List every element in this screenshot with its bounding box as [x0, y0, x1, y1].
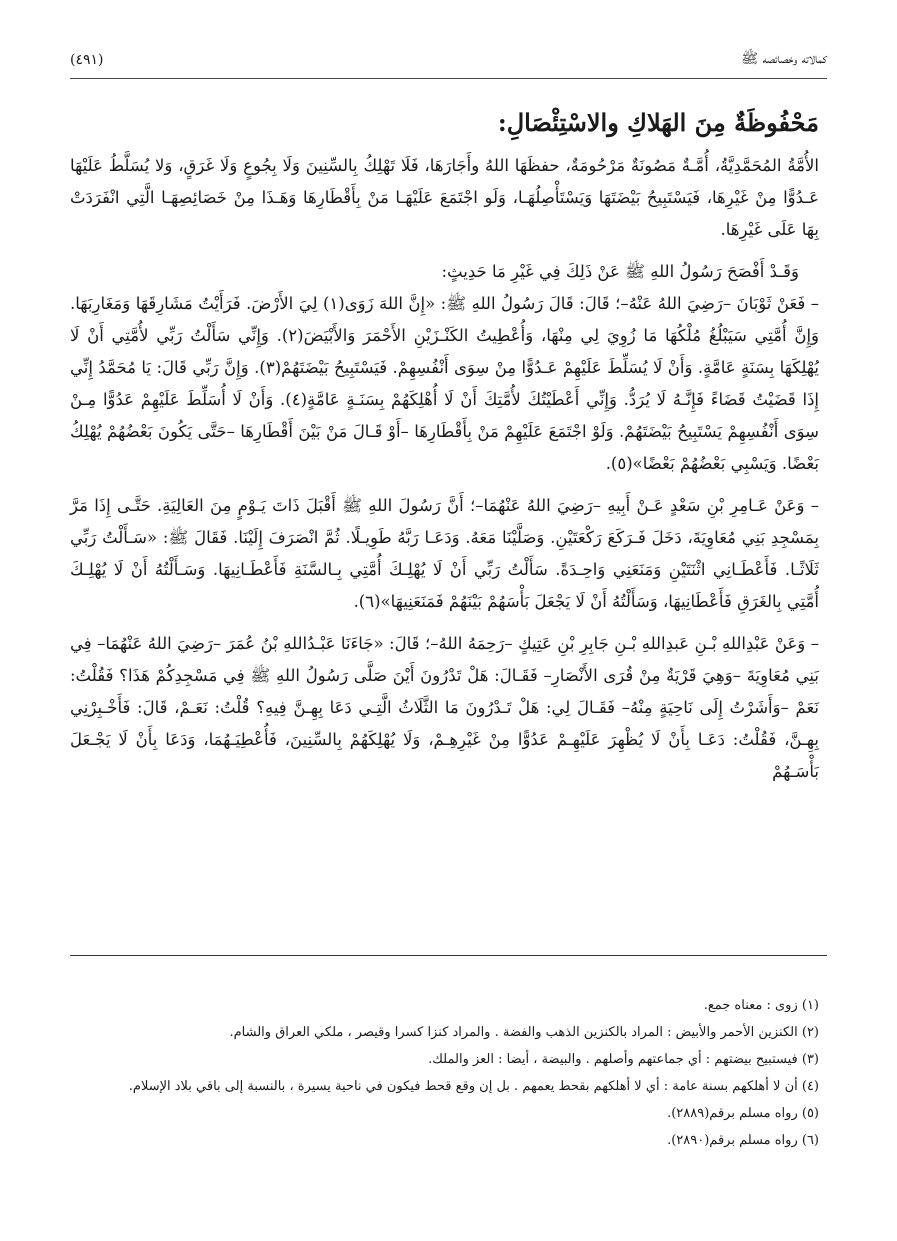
header-divider — [70, 78, 827, 79]
footnotes — [70, 992, 819, 1154]
footnote-3: (٣) فيستبيح بيضتهم : أي جماعتهم وأصلهم . والبيضة ، أيضا : العز والملك. — [428, 1052, 819, 1067]
page-number: (٤٩١) — [70, 52, 104, 68]
running-title: كمالاته وخصائصه ﷺ — [741, 51, 827, 67]
footnote-6: (٦) رواه مسلم برقم(٢٨٩٠). — [667, 1133, 819, 1148]
footnote-4: (٤) أن لا أهلكهم بسنة عامة : أي لا أهلكهم بقحط يعمهم . بل إن وقع قحط فيكون في ناحية يسيرة ، بالنسبة إلى باقي بلاد الإسلام. — [128, 1079, 819, 1094]
hadith-amir-ibn-saad: – وَعَنْ عَـامِرِ بْنِ سَعْدٍ عَـنْ أَبِيهِ –رَضِيَ اللهُ عَنْهُمَا–؛ أَنَّ رَسُولَ اللهِ ﷺ أَقْبَلَ ذَاتَ يَـوْمٍ مِنَ العَالِيَةِ. حَتَّـى إِذَا مَرَّ بِمَسْجِدِ بَنِي مُعَاوِيَةَ، دَخَلَ فَـرَكَعَ رَكْعَتَيْنِ. وَصَلَّيْنَا مَعَهُ. وَدَعَـا رَبَّهُ طَوِيـلًا. ثُمَّ انْصَرَفَ إِلَيْنَا. فَقَالَ ﷺ: «سَـأَلْتُ رَبِّي ثَلَاثًـا. فَأَعْطَـانِي اثْنَتَيْنِ وَمَنَعَنِي وَاحِـدَةً. سَأَلْتُ رَبِّي أَنْ لَا يُهْلِـكَ أُمَّتِي بِـالسَّنَةِ فَأَعْطَـانِيهَا. وَسَـأَلْتُهُ أَنْ لَا يُهْلِـكَ أُمَّتِي بِالغَرَقِ فَأَعْطَانِيهَا، وَسَأَلْتُهُ أَنْ لَا يَجْعَلَ بَأْسَهُمْ بَيْنَهُمْ فَمَنَعَنِيهَا»(٦). — [70, 496, 819, 611]
footnote-1: (١) زوى : معناه جمع. — [703, 998, 819, 1013]
transition-paragraph: وَقَـدْ أَفْصَحَ رَسُولُ اللهِ ﷺ عَنْ ذَلِكَ فِي غَيْرِ مَا حَدِيثٍ: — [441, 262, 799, 281]
hadith-abdullah-ibn-jabir: – وَعَنْ عَبْدِاللهِ بْـنِ عَبدِاللهِ بْـنِ جَابِرِ بْنِ عَتِيكٍ –رَحِمَهُ اللهُ–؛ قَالَ: «جَاءَنَا عَبْـدُاللهِ بْنُ عُمَرَ –رَضِيَ اللهُ عَنْهُمَا– فِي بَنِي مُعَاوِيَةَ –وَهِيَ قَرْيَةٌ مِنْ قُرَى الأَنْصَارِ– فَقَـالَ: هَلْ تَدْرُونَ أَيْنَ صَلَّى رَسُولُ اللهِ ﷺ فِي مَسْجِدِكُمْ هَذَا؟ فَقُلْتُ: نَعَمْ –وَأَشَرْتُ إِلَى نَاحِيَةٍ مِنْهُ– فَقَـالَ لِي: هَلْ تَـدْرُونَ مَا الثَّلَاثُ الَّتِـي دَعَا بِهِـنَّ فِيهِ؟ قُلْتُ: نَعَـمْ، قَالَ: فَأَخْـبِرْنِي بِهِـنَّ، فَقُلْتُ: دَعَـا بِأَنْ لَا يُظْهِرَ عَلَيْهِـمْ عَدُوًّا مِنْ غَيْرِهِـمْ، وَلَا يُهْلِكَهُمْ بِالسِّنِينَ، فَأُعْطِيَـهُمَا، وَدَعَا بِأَنْ لَا يَجْـعَلَ بَأْسَـهُمْ — [70, 634, 819, 781]
section-heading: مَحْفُوظَةٌ مِنَ الهَلاكِ والاسْتِئْصَالِ: — [497, 108, 819, 137]
page-header — [70, 48, 827, 72]
intro-paragraph: الأُمَّةُ المُحَمَّدِيَّةُ، أُمَّـةٌ مَصُونَةٌ مَرْحُومَةٌ، حفظَهَا اللهُ وأَجَارَهَا، فَلَا تَهْلِكُ بِالسِّنِينَ وَلَا بِجُوعٍ وَلَا غَرَقٍ، وَلا يُسَلَّطُ عَلَيْهَا عَـدُوًّا مِنْ غَيْرِهَا، فَيَسْتَبِيحُ بَيْضَتَهَا وَيَسْتَأْصِلُهَـا، وَلَو اجْتَمَعَ عَلَيْهَـا مَنْ بِأَقْطَارِهَا وَهَـذَا مِنْ خَصَائِصِهَـا الَّتِي انْفَرَدَتْ بِهَا عَلَى غَيْرِهَا. — [70, 156, 819, 239]
body-text — [70, 150, 819, 798]
footnote-2: (٢) الكنزين الأحمر والأبيض : المراد بالكنزين الذهب والفضة . والمراد كنزا كسرا وقيصر ، ملكي العراق والشام. — [229, 1025, 819, 1040]
footnote-divider — [70, 955, 827, 956]
footnote-5: (٥) رواه مسلم برقم(٢٨٨٩). — [667, 1106, 819, 1121]
hadith-thawban: – فَعَنْ ثَوْبَانَ –رَضِيَ اللهُ عَنْهُ–؛ قَالَ: قَالَ رَسُولُ اللهِ ﷺ: «إِنَّ اللهَ زَوَى(١) لِيَ الأَرْضَ. فَرَأَيْتُ مَشَارِقَهَا وَمَغَارِبَهَا. وَإِنَّ أُمَّتِي سَيَبْلُغُ مُلْكُهَا مَا زُوِيَ لِي مِنْهَا، وَأُعْطِيتُ الكَنْـزَيْنِ الأَحْمَرَ وَالأَبْيَضَ(٢). وَإِنِّي سَأَلْتُ رَبِّي لأُمَّتِي أَنْ لَا يُهْلِكَهَا بِسَنَةٍ عَامَّةٍ. وَأَنْ لَا يُسَلِّطَ عَلَيْهِمْ عَـدُوًّا مِنْ سِوَى أَنْفُسِهِمْ. فَيَسْتَبِيحُ بَيْضَتَهُمْ(٣). وَإِنَّ رَبِّي قَالَ: يَا مُحَمَّدُ إِنِّي إِذَا قَضَيْتُ قَضَاءً فَإِنَّـهُ لَا يُرَدُّ. وَإِنِّي أَعْطَيْتُكَ لأُمَّتِكَ أَنْ لَا أُهْلِكَهُمْ بِسَنَـةٍ عَامَّةٍ(٤). وَأَنْ لَا أُسَلِّطَ عَلَيْهِمْ عَدُوًّا مِـنْ سِوَى أَنْفُسِهِمْ يَسْتَبِيحُ بَيْضَتَهُمْ. وَلَوْ اجْتَمَعَ عَلَيْهِمْ مَنْ بِأَقْطَارِهَا –أَوْ قَـالَ مَنْ بَيْنَ أَقْطَارِهَا –حَتَّى يَكُونَ بَعْضُهُمْ يُهْلِكُ بَعْضًا. وَيَسْبِي بَعْضُهُمْ بَعْضًا»(٥). — [70, 294, 819, 473]
